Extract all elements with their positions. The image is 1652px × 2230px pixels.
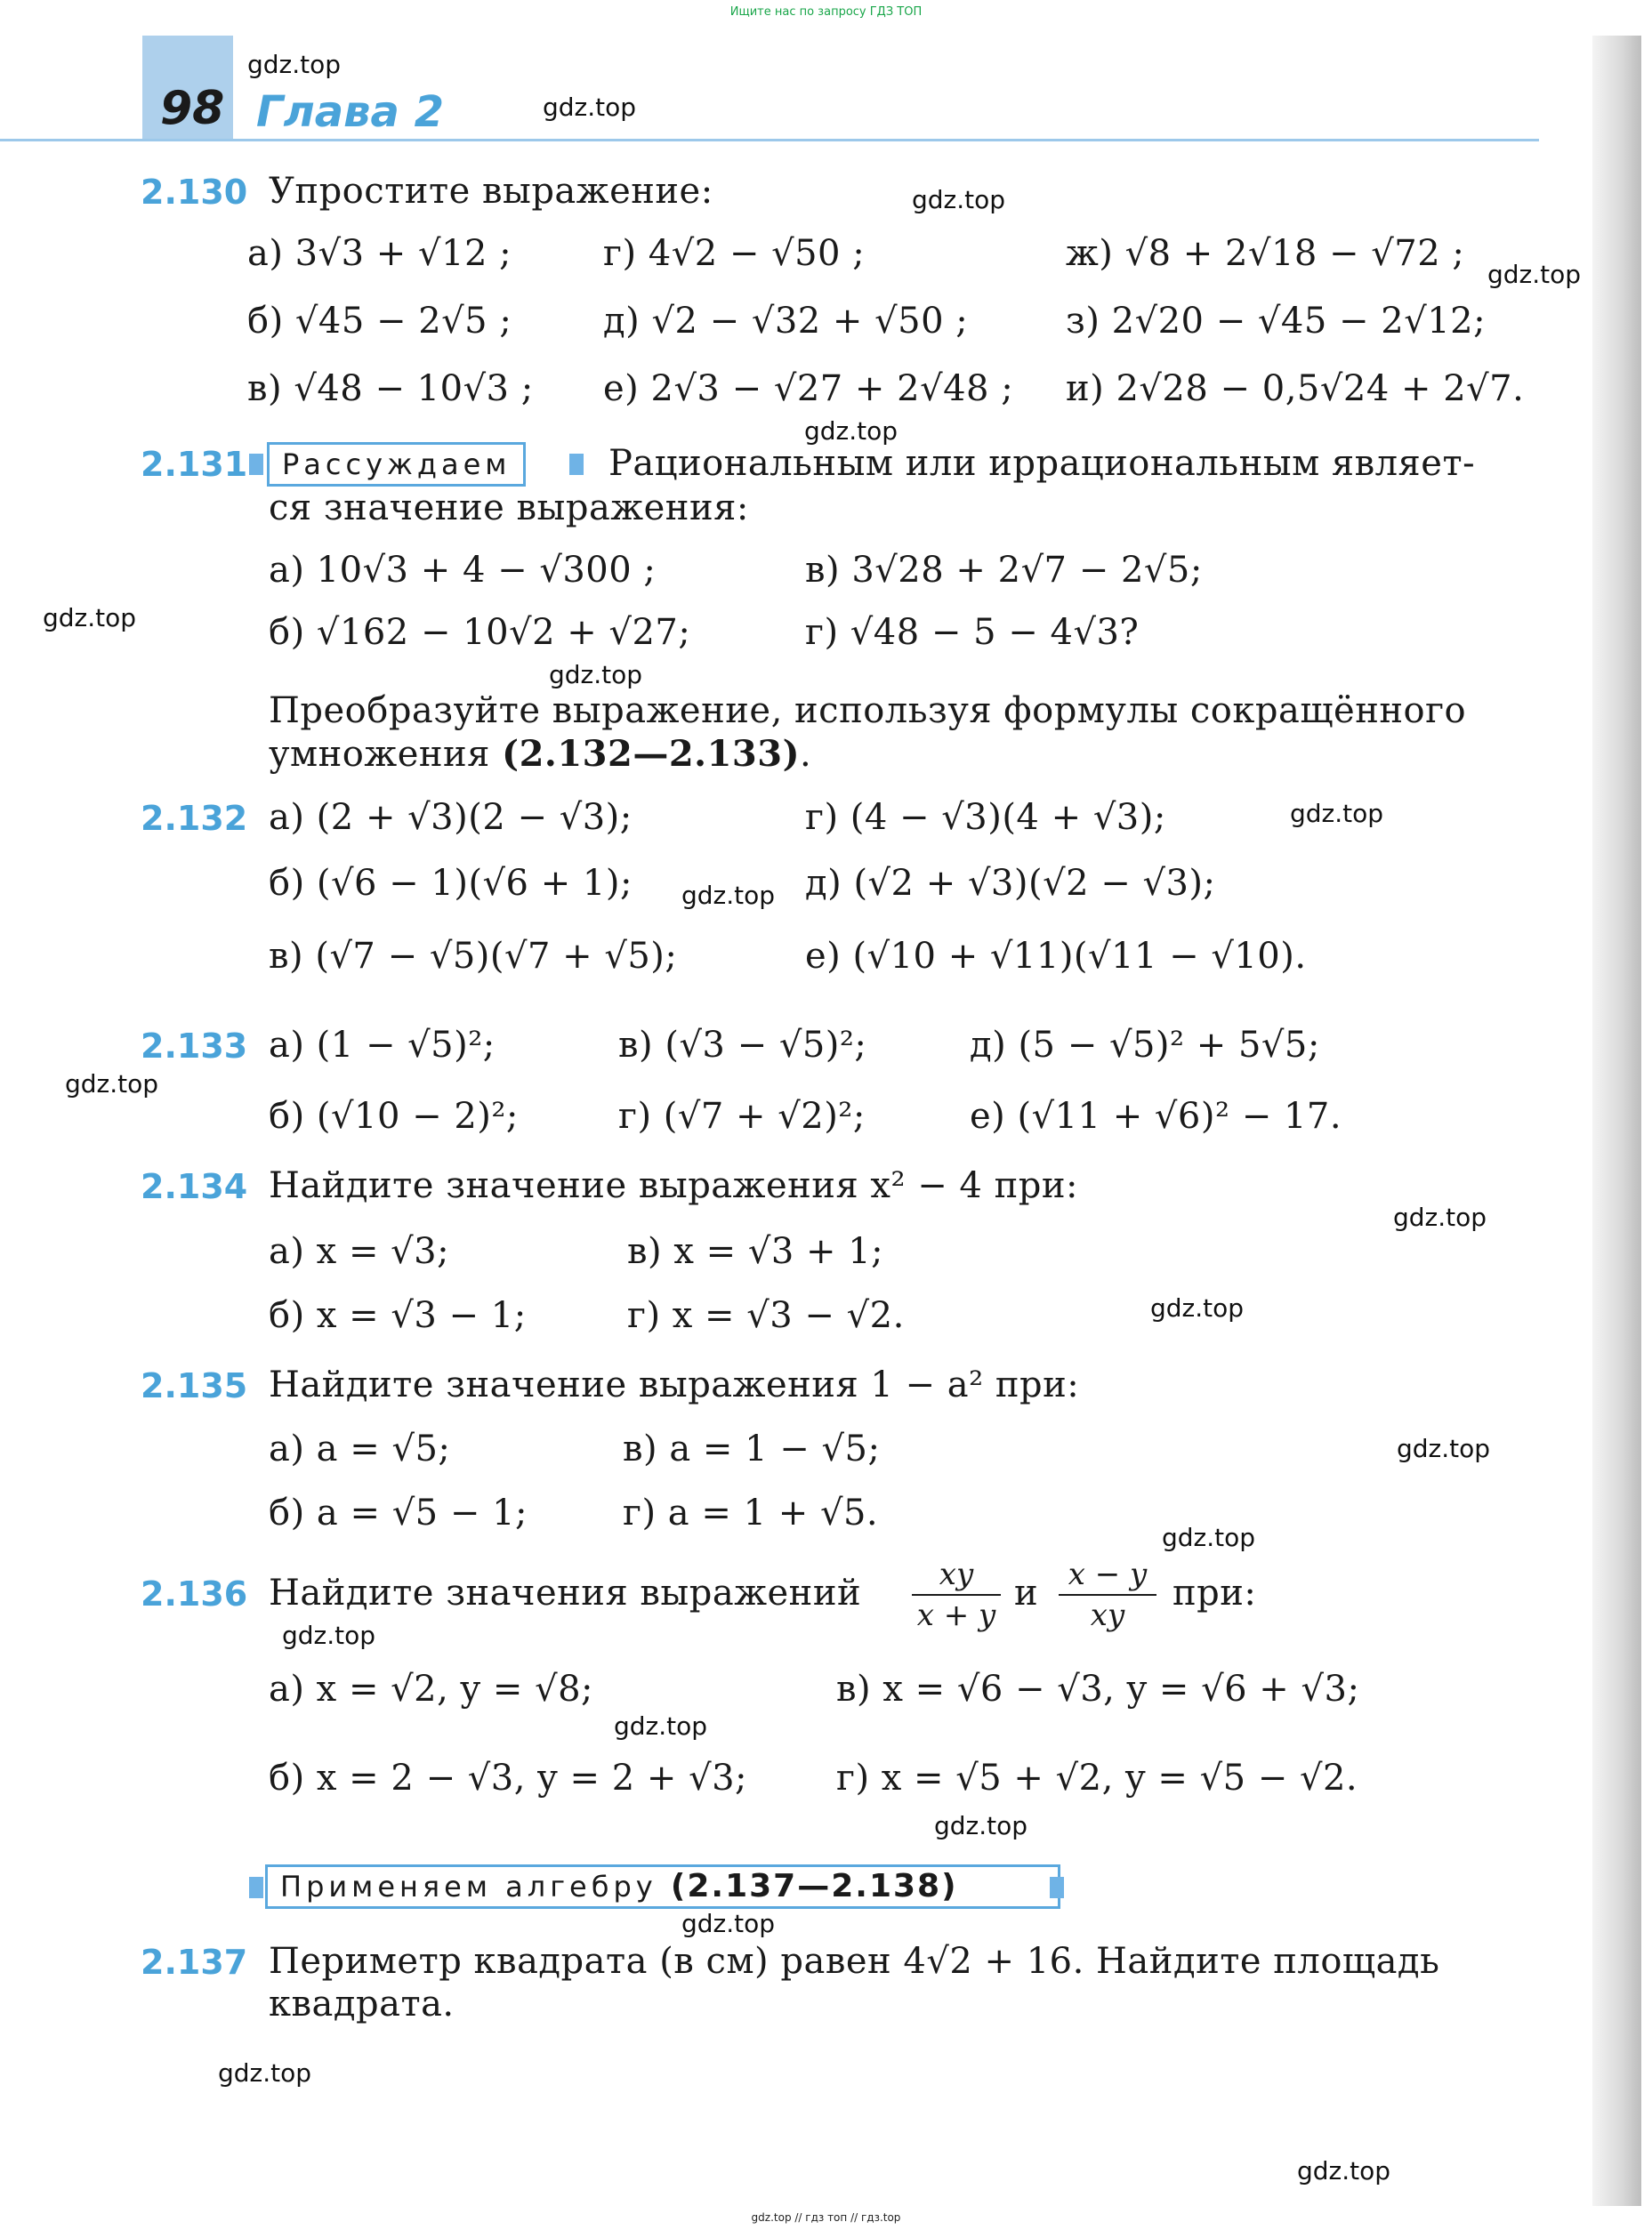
- instruction-part: умножения: [269, 734, 503, 775]
- item: в) 3√28 + 2√7 − 2√5;: [805, 550, 1203, 591]
- watermark: gdz.top: [681, 1909, 776, 1938]
- item: з) 2√20 − √45 − 2√12;: [1066, 301, 1487, 342]
- problem-text: при:: [1173, 1573, 1257, 1614]
- item: г) (4 − √3)(4 + √3);: [805, 797, 1166, 838]
- watermark: gdz.top: [1297, 2156, 1391, 2186]
- watermark: gdz.top: [1162, 1523, 1256, 1552]
- watermark: gdz.top: [912, 185, 1006, 214]
- watermark: gdz.top: [218, 2058, 312, 2088]
- tag-marker: [249, 454, 263, 475]
- section-tag: Применяем алгебру: [280, 1870, 657, 1904]
- item: б) √45 − 2√5 ;: [247, 301, 512, 342]
- problem-number: 2.131: [141, 445, 248, 484]
- problem-number: 2.130: [141, 173, 248, 212]
- item: б) x = √3 − 1;: [269, 1295, 527, 1336]
- problem-title: Найдите значение выражения 1 − a² при:: [269, 1365, 1080, 1405]
- watermark: gdz.top: [681, 881, 776, 910]
- watermark: gdz.top: [934, 1811, 1028, 1840]
- chapter-title: Глава 2: [256, 87, 445, 137]
- watermark: gdz.top: [1290, 799, 1384, 828]
- section-marker: [1050, 1877, 1064, 1898]
- page-number: 98: [160, 82, 225, 135]
- fraction-bar: [1059, 1594, 1156, 1596]
- item: б) (√6 − 1)(√6 + 1);: [269, 863, 633, 904]
- item: г) x = √3 − √2.: [627, 1295, 905, 1336]
- item: а) x = √2, y = √8;: [269, 1669, 593, 1710]
- item: б) x = 2 − √3, y = 2 + √3;: [269, 1758, 748, 1799]
- item: г) √48 − 5 − 4√3?: [805, 612, 1140, 653]
- problem-number: 2.132: [141, 799, 248, 838]
- header-rule: [0, 139, 1539, 141]
- item: г) a = 1 + √5.: [623, 1493, 879, 1534]
- section-apply-algebra: [265, 1864, 1060, 1909]
- item: а) 10√3 + 4 − √300 ;: [269, 550, 657, 591]
- problem-text: ся значение выражения:: [269, 487, 749, 528]
- item: е) (√10 + √11)(√11 − √10).: [805, 936, 1307, 977]
- item: г) (√7 + √2)²;: [618, 1096, 866, 1137]
- watermark: gdz.top: [43, 603, 137, 632]
- problem-title: Найдите значение выражения x² − 4 при:: [269, 1165, 1078, 1206]
- denominator: xy: [1090, 1598, 1125, 1633]
- problem-title: Упростите выражение:: [269, 171, 713, 212]
- problem-number: 2.136: [141, 1574, 248, 1614]
- item: в) x = √6 − √3, y = √6 + √3;: [836, 1669, 1360, 1710]
- item: а) x = √3;: [269, 1231, 450, 1272]
- watermark: gdz.top: [282, 1621, 376, 1650]
- item: в) a = 1 − √5;: [623, 1429, 881, 1469]
- item: а) 3√3 + √12 ;: [247, 233, 512, 274]
- problem-text: Периметр квадрата (в см) равен 4√2 + 16. Найдите площадь: [269, 1941, 1440, 1982]
- instruction-text: Преобразуйте выражение, используя формулы сокращённого: [269, 690, 1467, 731]
- item: г) 4√2 − √50 ;: [603, 233, 866, 274]
- item: и) 2√28 − 0,5√24 + 2√7.: [1066, 368, 1525, 409]
- numerator: xy: [939, 1557, 974, 1592]
- item: е) 2√3 − √27 + 2√48 ;: [603, 368, 1014, 409]
- fraction-diff-over-xy: [1059, 1557, 1156, 1633]
- problem-number: 2.134: [141, 1167, 248, 1206]
- fraction-bar: [912, 1594, 1001, 1596]
- watermark: gdz.top: [1397, 1434, 1491, 1463]
- watermark: gdz.top: [543, 93, 637, 122]
- watermark: gdz.top: [614, 1711, 708, 1741]
- item: в) √48 − 10√3 ;: [247, 368, 534, 409]
- numerator: x − y: [1068, 1557, 1148, 1592]
- instruction-part: .: [800, 734, 812, 775]
- fraction-xy-over-sum: [912, 1557, 1001, 1633]
- section-marker: [249, 1877, 263, 1898]
- item: а) (2 + √3)(2 − √3);: [269, 797, 633, 838]
- bottom-note: gdz.top // гдз топ // гдз.top: [751, 2211, 901, 2224]
- item: в) x = √3 + 1;: [627, 1231, 884, 1272]
- top-note: Ищите нас по запросу ГДЗ ТОП: [729, 5, 923, 19]
- problem-number: 2.133: [141, 1026, 248, 1066]
- problem-number: 2.135: [141, 1366, 248, 1405]
- instruction-text: [269, 733, 811, 775]
- item: б) √162 − 10√2 + √27;: [269, 612, 691, 653]
- item: ж) √8 + 2√18 − √72 ;: [1066, 233, 1465, 274]
- watermark: gdz.top: [1150, 1293, 1245, 1323]
- watermark: gdz.top: [1393, 1203, 1487, 1232]
- item: в) (√3 − √5)²;: [618, 1025, 867, 1066]
- watermark: gdz.top: [65, 1069, 159, 1099]
- item: б) (√10 − 2)²;: [269, 1096, 519, 1137]
- item: б) a = √5 − 1;: [269, 1493, 528, 1534]
- tag-reasoning: Рассуждаем: [267, 442, 526, 487]
- item: г) x = √5 + √2, y = √5 − √2.: [836, 1758, 1358, 1799]
- denominator: x + y: [916, 1598, 996, 1633]
- conjunction: и: [1014, 1573, 1039, 1614]
- problem-text: Рациональным или иррациональным являет-: [608, 443, 1476, 484]
- item: а) a = √5;: [269, 1429, 451, 1469]
- item: д) √2 − √32 + √50 ;: [603, 301, 969, 342]
- watermark: gdz.top: [247, 50, 342, 79]
- item: в) (√7 − √5)(√7 + √5);: [269, 936, 678, 977]
- item: а) (1 − √5)²;: [269, 1025, 496, 1066]
- item: д) (√2 + √3)(√2 − √3);: [805, 863, 1216, 904]
- watermark: gdz.top: [1487, 260, 1582, 289]
- item: д) (5 − √5)² + 5√5;: [970, 1025, 1320, 1066]
- item: е) (√11 + √6)² − 17.: [970, 1096, 1342, 1137]
- section-range: (2.137—2.138): [670, 1868, 958, 1904]
- page-edge-shadow: [1592, 36, 1641, 2206]
- problem-text: квадрата.: [269, 1984, 455, 2025]
- problem-title: Найдите значения выражений: [269, 1573, 862, 1614]
- watermark: gdz.top: [804, 416, 899, 446]
- instruction-range: (2.132—2.133): [502, 733, 800, 775]
- problem-number: 2.137: [141, 1943, 248, 1982]
- watermark: gdz.top: [549, 660, 643, 689]
- tag-marker: [569, 454, 584, 475]
